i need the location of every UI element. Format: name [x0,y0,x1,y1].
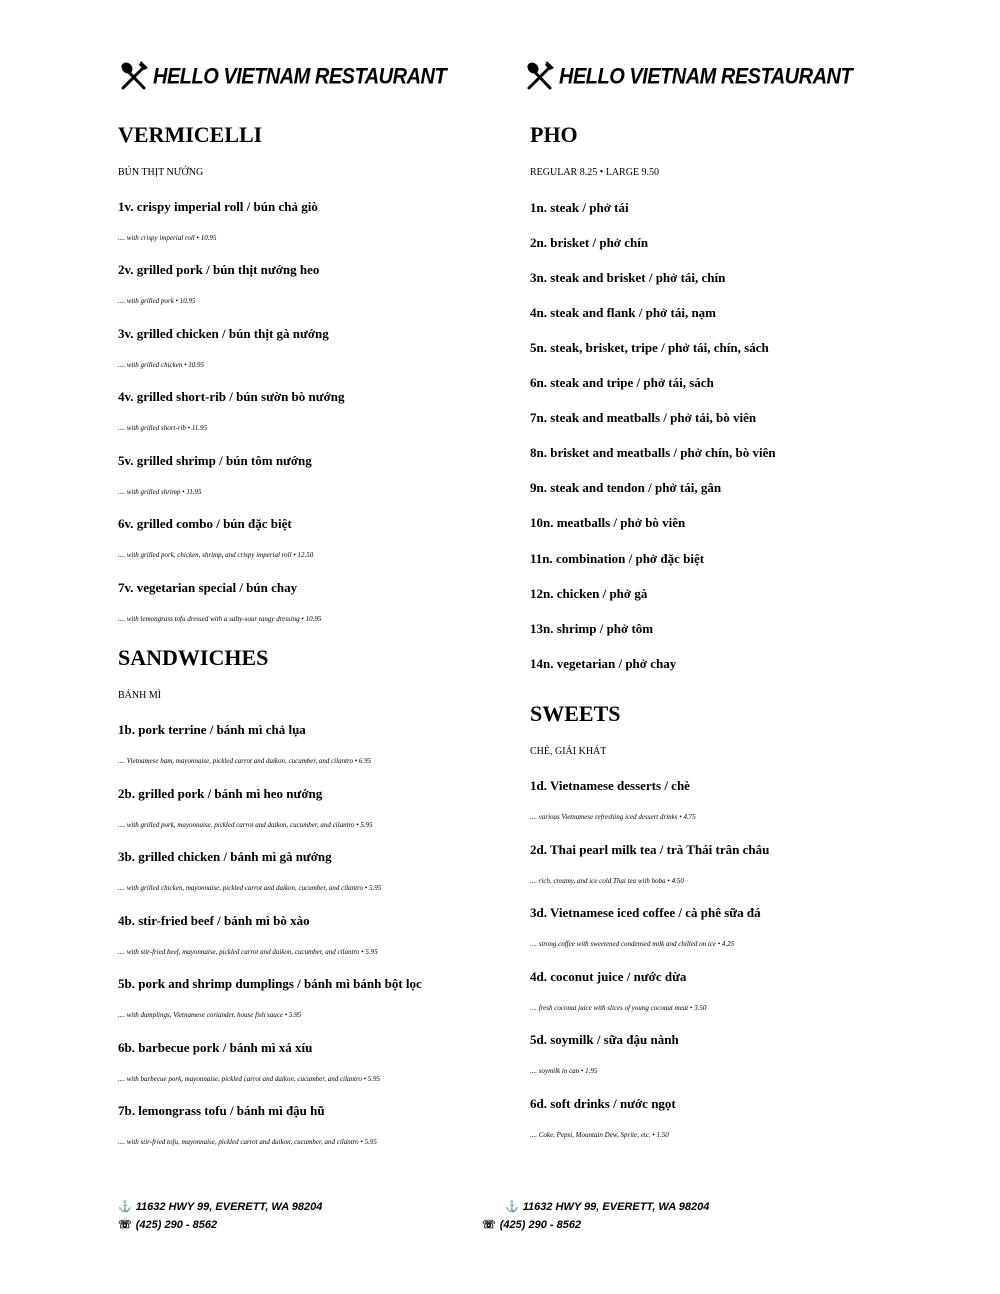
menu-item-2v: 2v. grilled pork / bún thịt nướng heo [118,262,320,277]
menu-item-5n: 5n. steak, brisket, tripe / phở tái, chín, sách [530,340,769,355]
menu-item-4d-desc: .... fresh coconut juice with slices of young coconut meat • 3.50 [530,1004,707,1012]
sweets-title: SWEETS [530,701,621,726]
menu-item-6v: 6v. grilled combo / bún đặc biệt [118,516,292,531]
menu-item-10n: 10n. meatballs / phở bò viên [530,515,686,530]
menu-item-8n: 8n. brisket and meatballs / phở chín, bò viên [530,445,776,460]
address-text: 11632 HWY 99, EVERETT, WA 98204 [522,1201,710,1213]
menu-item-4v-desc: .... with grilled short-rib • 11.95 [118,424,208,432]
menu-item-1v: 1v. crispy imperial roll / bún chả giò [118,199,318,214]
menu-item-12n: 12n. chicken / phở gà [530,586,648,601]
telephone-icon: ☏ [482,1219,496,1231]
menu-item-5v: 5v. grilled shrimp / bún tôm nướng [118,453,312,468]
menu-item-2n: 2n. brisket / phở chín [530,235,649,250]
sandwiches-subtitle: BÁNH MÌ [118,690,162,701]
menu-item-9n: 9n. steak and tendon / phở tái, gân [530,480,722,495]
menu-item-6d: 6d. soft drinks / nước ngọt [530,1096,676,1111]
menu-item-2v-desc: .... with grilled pork • 10.95 [118,297,196,305]
menu-item-3b: 3b. grilled chicken / bánh mì gà nướng [118,849,332,864]
menu-item-4v: 4v. grilled short-rib / bún sườn bò nướng [118,389,345,404]
menu-item-5v-desc: .... with grilled shrimp • 11.95 [118,488,202,496]
menu-item-6d-desc: .... Coke, Pepsi, Mountain Dew, Sprite, etc. • 1.50 [530,1131,669,1139]
menu-item-4n: 4n. steak and flank / phở tái, nạm [530,305,716,320]
menu-item-7n: 7n. steak and meatballs / phở tái, bò viên [530,410,757,425]
pho-title: PHO [530,122,578,147]
menu-item-7b-desc: .... with stir-fried tofu, mayonnaise, pickled carrot and daikon, cucumber, and cilantro • 5.95 [118,1138,377,1146]
menu-item-1d-desc: .... various Vietnamese refreshing iced dessert drinks • 4.75 [530,813,696,821]
phone-text: (425) 290 - 8562 [135,1219,218,1231]
menu-item-2b: 2b. grilled pork / bánh mì heo nướng [118,786,323,801]
footer-phone-right [482,1218,581,1231]
fork-knife-icon [523,58,557,97]
menu-item-3v: 3v. grilled chicken / bún thịt gà nướng [118,326,329,341]
menu-item-5d: 5d. soymilk / sữa đậu nành [530,1032,679,1047]
menu-item-1d: 1d. Vietnamese desserts / chè [530,778,690,793]
restaurant-logo-right [523,58,852,97]
restaurant-name: HELLO VIETNAM RESTAURANT [559,64,853,90]
menu-item-3d: 3d. Vietnamese iced coffee / cà phê sữa đá [530,905,761,920]
footer-address-right [505,1200,709,1213]
menu-item-4b: 4b. stir-fried beef / bánh mì bò xào [118,913,310,928]
menu-item-1v-desc: .... with crispy imperial roll • 10.95 [118,234,217,242]
pho-subtitle: REGULAR 8.25 • LARGE 9.50 [530,167,660,178]
phone-text: (425) 290 - 8562 [499,1219,582,1231]
fork-knife-icon [117,58,151,97]
sweets-subtitle: CHÈ, GIẢI KHÁT [530,746,607,757]
footer-address-left [118,1200,322,1213]
menu-item-3n: 3n. steak and brisket / phở tái, chín [530,270,726,285]
menu-item-5b: 5b. pork and shrimp dumplings / bánh mì bánh bột lọc [118,976,422,991]
menu-item-4d: 4d. coconut juice / nước dừa [530,969,687,984]
menu-item-7b: 7b. lemongrass tofu / bánh mì đậu hũ [118,1103,325,1118]
restaurant-name: HELLO VIETNAM RESTAURANT [153,64,447,90]
sandwiches-title: SANDWICHES [118,645,269,670]
menu-item-7v-desc: .... with lemongrass tofu dressed with a salty-sour tangy dressing • 10.95 [118,615,322,623]
menu-item-11n: 11n. combination / phở đặc biệt [530,551,705,566]
menu-item-3d-desc: .... strong coffee with sweetened condensed milk and chilled on ice • 4.25 [530,940,735,948]
menu-item-1b: 1b. pork terrine / bánh mì chả lụa [118,722,306,737]
menu-item-2d-desc: .... rich, creamy, and ice cold Thai tea with boba • 4.50 [530,877,684,885]
menu-item-6v-desc: .... with grilled pork, chicken, shrimp, and crispy imperial roll • 12.50 [118,551,314,559]
menu-item-6b: 6b. barbecue pork / bánh mì xá xíu [118,1040,313,1055]
menu-item-13n: 13n. shrimp / phở tôm [530,621,654,636]
menu-item-6b-desc: .... with barbecue pork, mayonnaise, pickled carrot and daikon, cucumber, and cilantro • 5.95 [118,1075,381,1083]
location-pin-icon: ⚓ [505,1201,519,1213]
vermicelli-title: VERMICELLI [118,122,263,147]
menu-item-2d: 2d. Thai pearl milk tea / trà Thái trân châu [530,842,770,857]
telephone-icon: ☏ [118,1219,132,1231]
menu-item-5b-desc: .... with dumplings, Vietnamese coriander, house fish sauce • 5.95 [118,1011,302,1019]
vermicelli-subtitle: BÚN THỊT NƯỚNG [118,167,204,178]
menu-item-3b-desc: .... with grilled chicken, mayonnaise, pickled carrot and daikon, cucumber, and cilantro • 5.95 [118,884,382,892]
footer-phone-left [118,1218,217,1231]
restaurant-logo-left [117,58,446,97]
menu-item-14n: 14n. vegetarian / phở chay [530,656,677,671]
menu-item-6n: 6n. steak and tripe / phở tái, sách [530,375,714,390]
location-pin-icon: ⚓ [118,1201,132,1213]
menu-item-1b-desc: .... Vietnamese ham, mayonnaise, pickled carrot and daikon, cucumber, and cilantro • 6.95 [118,757,372,765]
menu-item-7v: 7v. vegetarian special / bún chay [118,580,298,595]
menu-item-2b-desc: .... with grilled pork, mayonnaise, pickled carrot and daikon, cucumber, and cilantro • 5.95 [118,821,373,829]
menu-item-5d-desc: .... soymilk in can • 1.95 [530,1067,598,1075]
address-text: 11632 HWY 99, EVERETT, WA 98204 [135,1201,323,1213]
menu-item-3v-desc: .... with grilled chicken • 10.95 [118,361,205,369]
menu-item-1n: 1n. steak / phở tái [530,200,629,215]
menu-item-4b-desc: .... with stir-fried beef, mayonnaise, pickled carrot and daikon, cucumber, and cilantro • 5.95 [118,948,378,956]
